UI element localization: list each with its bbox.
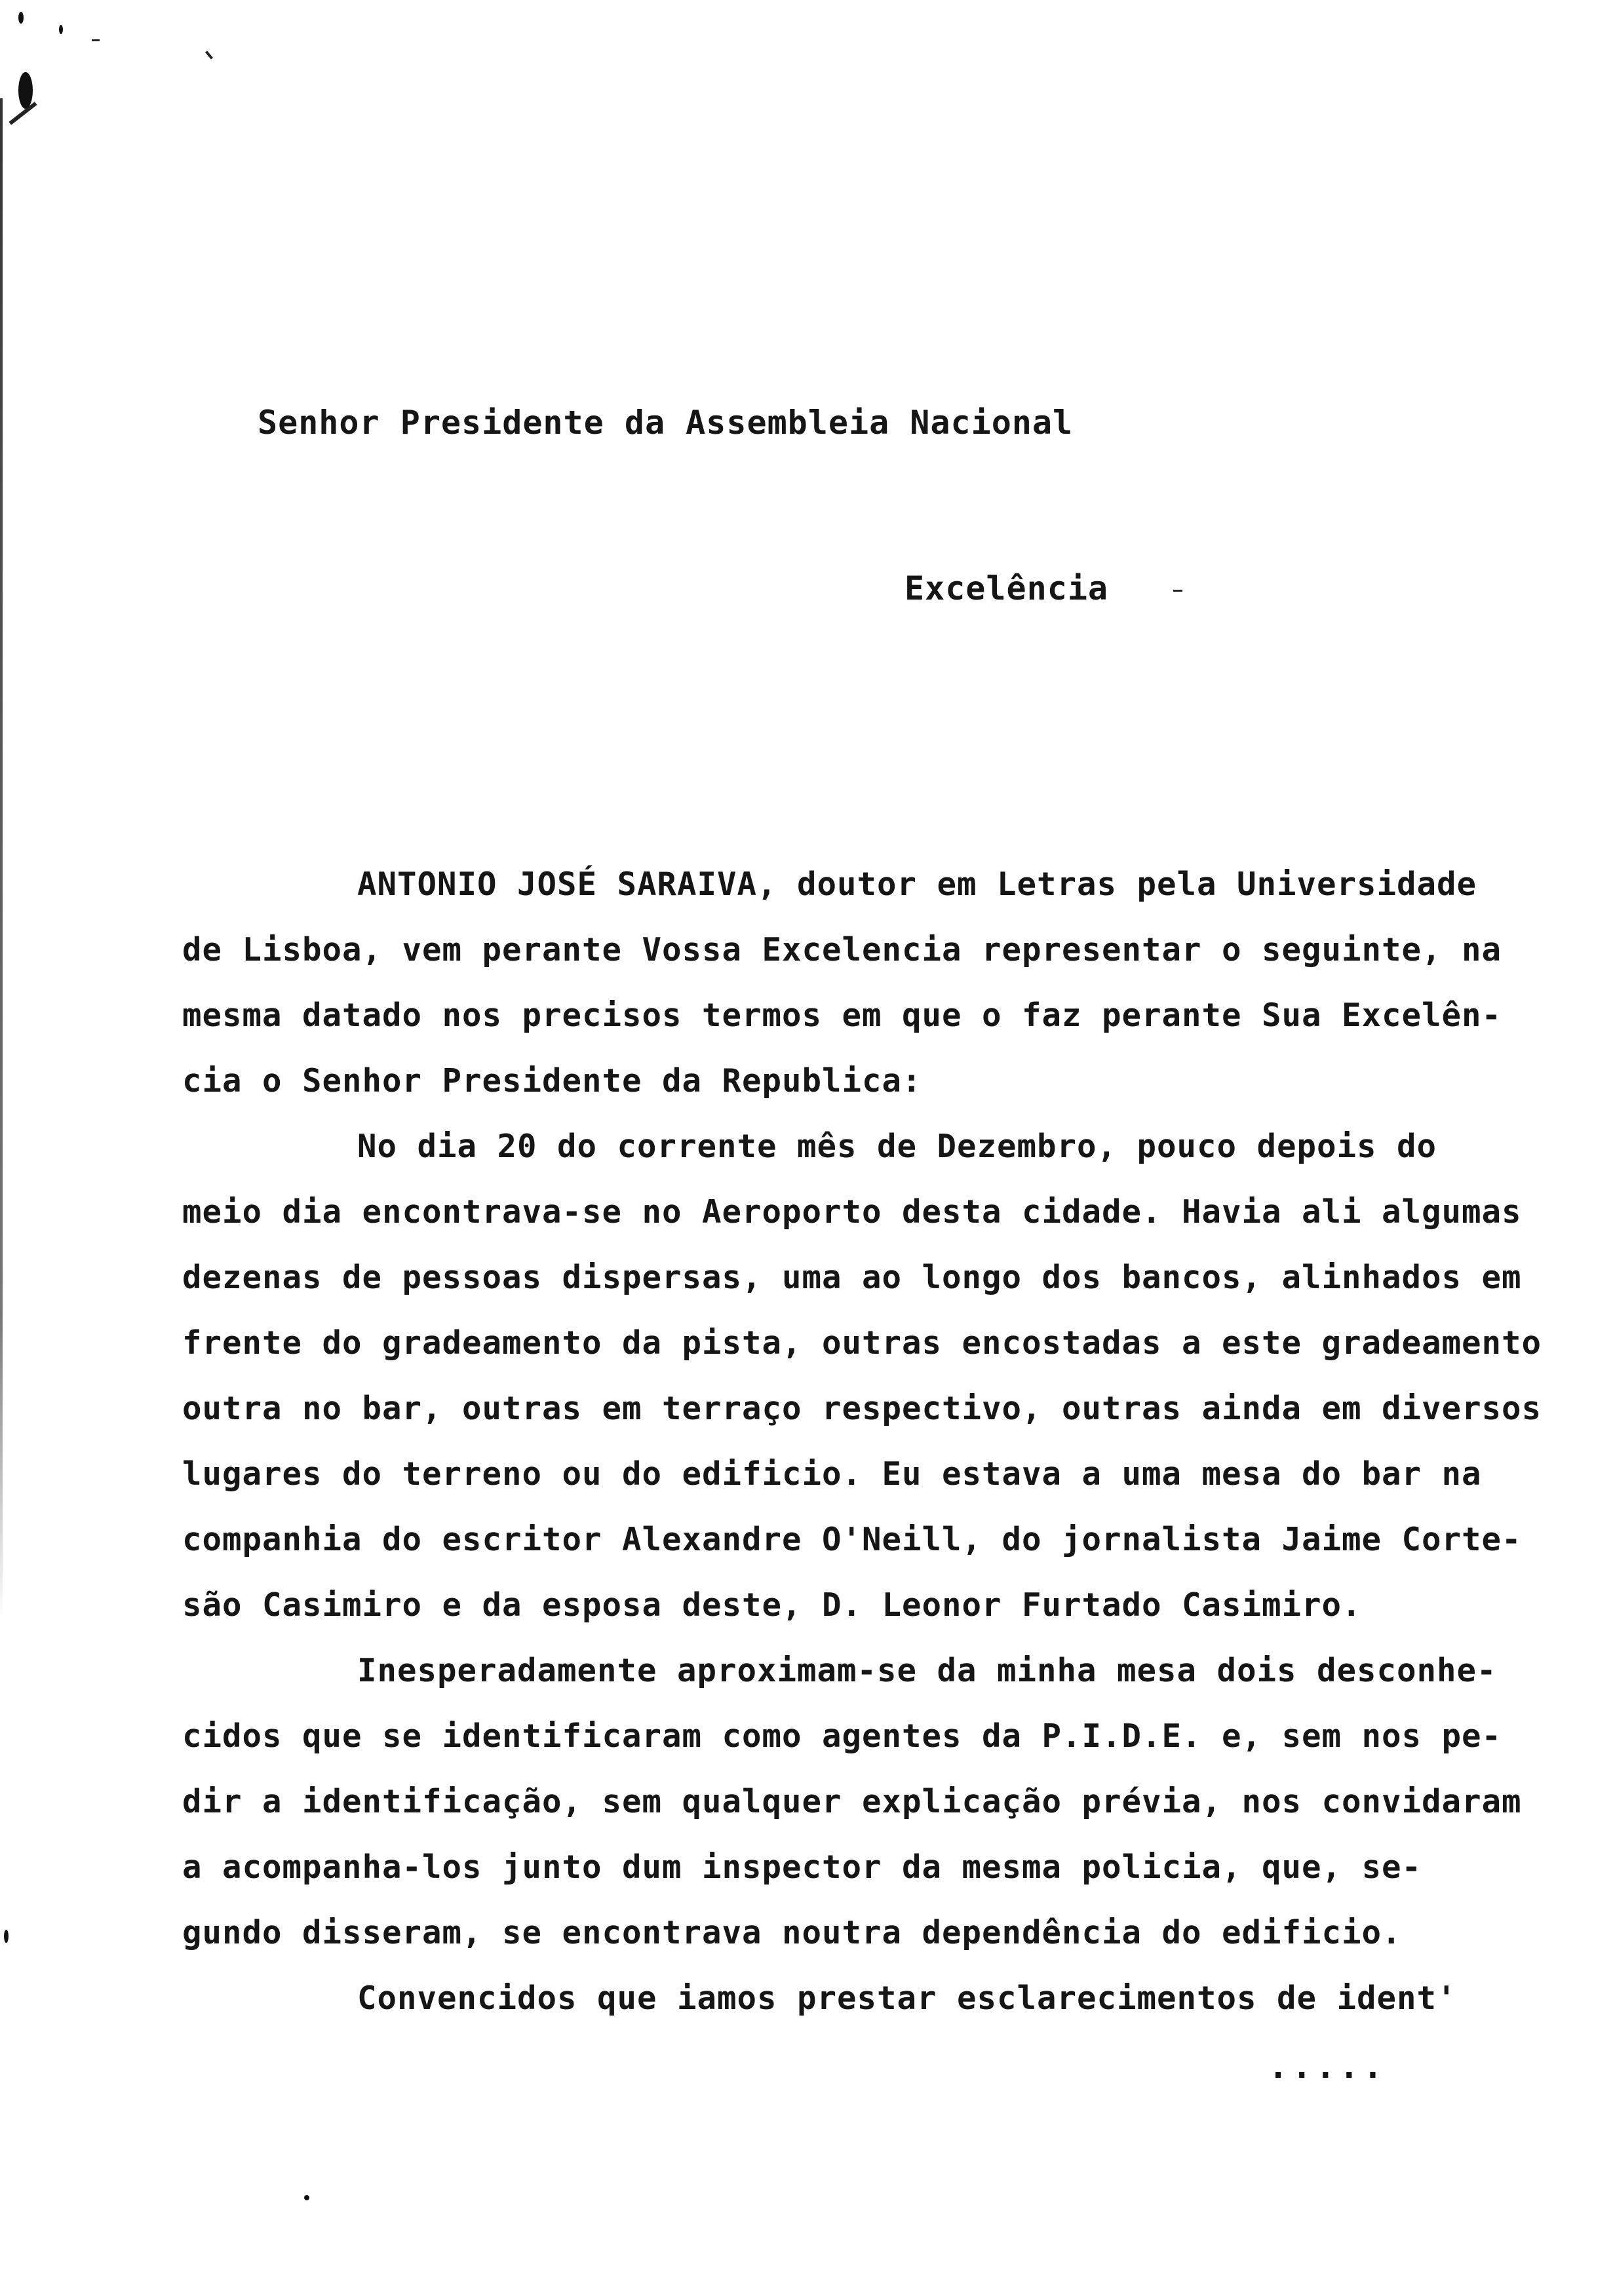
scan-stroke [92,39,100,41]
body-line: gundo disseram, se encontrava noutra dependência do edificio. [182,1914,1402,1951]
body-line: companhia do escritor Alexandre O'Neill, do jornalista Jaime Corte- [182,1521,1522,1558]
scan-speck [304,2195,309,2200]
body-line: mesma datado nos precisos termos em que o faz perante Sua Excelên- [182,997,1502,1034]
body-line: No dia 20 do corrente mês de Dezembro, pouco depois do [357,1128,1437,1165]
body-line: dir a identificação, sem qualquer explicação prévia, nos convidaram [182,1783,1522,1820]
body-line: de Lisboa, vem perante Vossa Excelencia representar o seguinte, na [182,931,1502,968]
scan-edge-shadow [0,98,3,1618]
addressee-heading: Senhor Presidente da Assembleia Nacional [258,404,1074,442]
body-line: Inesperadamente aproximam-se da minha mesa dois desconhe- [357,1652,1497,1689]
body-line: frente do gradeamento da pista, outras encostadas a este gradeamento [182,1324,1542,1362]
body-line: lugares do terreno ou do edificio. Eu estava a uma mesa do bar na [182,1455,1482,1493]
body-line: Convencidos que iamos prestar esclarecimentos de ident' [357,1980,1457,2017]
scan-speck [59,25,63,34]
body-line: outra no bar, outras em terraço respectivo, outras ainda em diversos [182,1390,1542,1427]
body-line: são Casimiro e da esposa deste, D. Leonor Furtado Casimiro. [182,1586,1362,1624]
scan-speck [4,1930,9,1943]
body-line: cidos que se identificaram como agentes da P.I.D.E. e, sem nos pe- [182,1717,1502,1755]
body-line: a acompanha-los junto dum inspector da mesma policia, que, se- [182,1848,1422,1886]
scan-stroke [1173,590,1182,592]
salutation: Excelência [905,569,1109,607]
scan-stroke [205,50,213,59]
continuation-marker: ..... [1268,2048,1387,2086]
scan-speck [18,12,24,24]
body-line: dezenas de pessoas dispersas, uma ao longo dos bancos, alinhados em [182,1259,1522,1296]
body-line: meio dia encontrava-se no Aeroporto desta cidade. Havia ali algumas [182,1193,1522,1231]
body-line: ANTONIO JOSÉ SARAIVA, doutor em Letras pela Universidade [357,866,1477,903]
scan-speck [18,72,33,109]
body-line: cia o Senhor Presidente da Republica: [182,1062,922,1100]
